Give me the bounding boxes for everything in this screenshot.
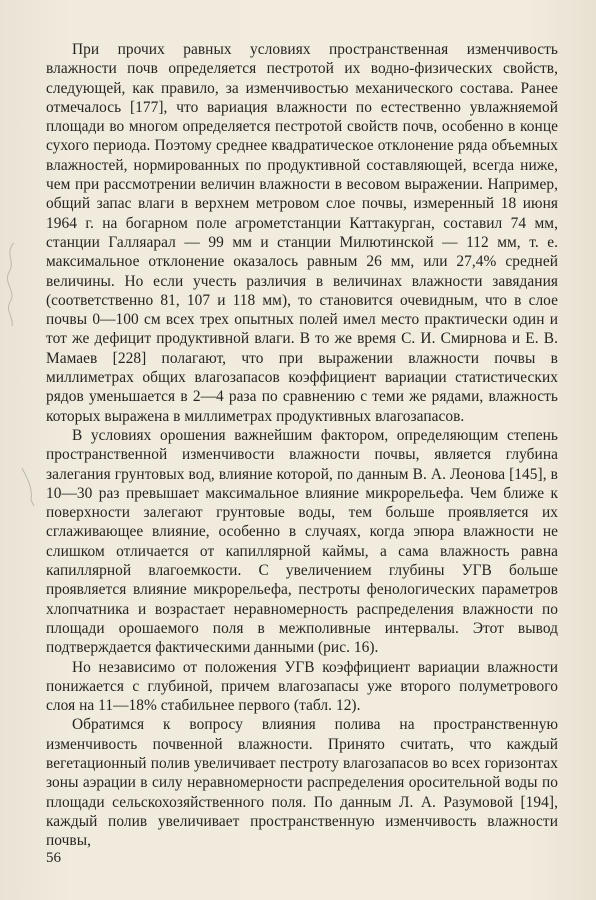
paragraph-1: При прочих равных условиях пространственная изменчивость влажности почв определяется пестротой их водно-физических свойств, следующей, как правило, за изменчивостью механического состава. Ранее отмечалось [177], что вариация влажности по естественно увлажняемой площади во многом определяется пестротой свойств почв, особенно в конце сухого периода. Поэтому среднее квадратическое отклонение ряда объемных влажностей, нормированных по продуктивной составляющей, всегда ниже, чем при рассмотрении величин влажности в весовом выражении. Например, общий запас влаги в верхнем метровом слое почвы, измеренный 18 июня 1964 г. на богарном поле агрометстанции Каттакурган, составил 74 мм, станции Галляарал — 99 мм и станции Милютинской — 112 мм, т. е. максимальное отклонение оказалось равным 26 мм, или 27,4% средней величины. Но если учесть различия в величинах влажности завядания (соответственно 81, 107 и 118 мм), то становится очевидным, что в слое почвы 0—100 см всех трех опытных полей имел место практически один и тот же дефицит продуктивной влаги. В то же время С. И. Смирнова и Е. В. Мамаев [228] полагают, что при выражении влажности почвы в миллиметрах общих влагозапасов коэффициент вариации статистических рядов уменьшается в 2—4 раза по сравнению с теми же рядами, влажность которых выражена в миллиметрах продуктивных влагозапасов. [46, 41, 558, 425]
page-number: 56 [46, 850, 61, 866]
paragraph-4: Обратимся к вопросу влияния полива на пространственную изменчивость почвенной влажности. Принято считать, что каждый вегетационный полив увеличивает пестроту влагозапасов во всех горизонтах зоны аэрации в силу неравномерности распределения оросительной воды по площади сельскохозяйственного поля. По данным Л. А. Разумовой [194], каждый полив увеличивает пространственную изменчивость влажности почвы, [46, 716, 558, 850]
paragraph-3: Но независимо от положения УГВ коэффициент вариации влажности понижается с глубиной, причем влагозапасы уже второго полуметрового слоя на 11—18% стабильнее первого (табл. 12). [46, 658, 558, 715]
main-text [46, 40, 558, 850]
paragraph-2: В условиях орошения важнейшим фактором, определяющим степень пространственной изменчивости влажности почвы, является глубина залегания грунтовых вод, влияние которой, по данным В. А. Леонова [145], в 10—30 раз превышает максимальное влияние микрорельефа. Чем ближе к поверхности залегают грунтовые воды, тем больше проявляется их сглаживающее влияние, особенно в случаях, когда эпюра влажности не слишком отличается от капиллярной каймы, а сама влажность равна капиллярной влагоемкости. С увеличением глубины УГВ больше проявляется влияние микрорельефа, пестроты фенологических параметров хлопчатника и возрастает неравномерность распределения влажности по площади орошаемого поля в межполивные интервалы. Этот вывод подтверждается фактическими данными (рис. 16). [46, 426, 558, 657]
